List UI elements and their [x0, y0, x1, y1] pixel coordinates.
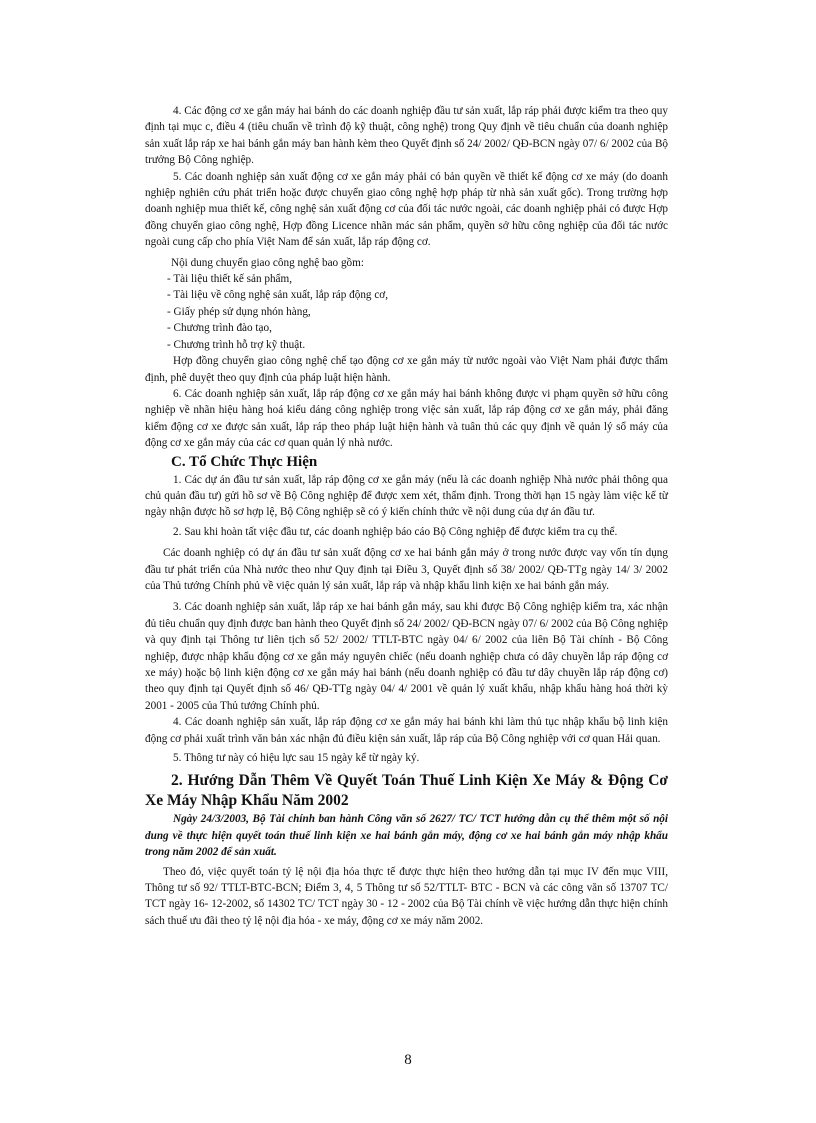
section-c-item-5: 5. Thông tư này có hiệu lực sau 15 ngày kể từ ngày ký.	[173, 752, 420, 765]
section-c-loan-paragraph: Các doanh nghiệp có dự án đầu tư sản xuất động cơ xe hai bánh gắn máy ở trong nước được vay vốn tín dụng đầu tư phát triển của Nhà nước theo như Quy định tại Điều 3, Quyết định số 38/ 2002/ QĐ-TTg ngày 14/ 3/ 2002 của Thủ tướng Chính phủ về việc quản lý sản xuất, lắp ráp và nhập khẩu linh kiện xe hai bánh gắn máy.	[145, 547, 668, 592]
section-c-heading: C. Tổ Chức Thực Hiện	[171, 453, 318, 470]
transfer-item: - Tài liệu thiết kế sản phẩm,	[167, 273, 292, 286]
transfer-intro: Nội dung chuyển giao công nghệ bao gồm:	[171, 256, 364, 269]
transfer-item: - Chương trình hỗ trợ kỹ thuật.	[167, 338, 306, 351]
section-c-item-3: 3. Các doanh nghiệp sản xuất, lắp ráp xe hai bánh gắn máy, sau khi được Bộ Công nghiệp kiểm tra, xác nhận đủ tiêu chuẩn quy định được ban hành theo Quyết định số 24/ 2002/ QĐ-BCN ngày 07/ 6/ 2002 của Bộ Công nghiệp và quy định tại Thông tư liên tịch số 52/ 2002/ TTLT-BTC ngày 04/ 6/ 2002 của liên Bộ Tài chính - Bộ Công nghiệp, được nhập khẩu động cơ xe gắn máy nguyên chiếc (nếu doanh nghiệp chưa có dây chuyền lắp ráp động cơ xe máy) hoặc bộ linh kiện động cơ xe gắn máy hai bánh (nếu doanh nghiệp có đầu tư dây chuyền lắp ráp động cơ) theo quy định tại Quyết định số 46/ QĐ-TTg ngày 04/ 4/ 2001 về quản lý xuất khẩu, nhập khẩu hàng hoá thời kỳ 2001 - 2005 của Thủ tướng Chính phủ.	[145, 601, 668, 712]
transfer-item: - Chương trình đào tạo,	[167, 322, 272, 335]
section-2-lead: Ngày 24/3/2003, Bộ Tài chính ban hành Công văn số 2627/ TC/ TCT hướng dẫn cụ thể thêm một số nội dung về thực hiện quyết toán thuế linh kiện xe hai bánh gắn máy, động cơ xe hai bánh gắn máy nhập khẩu trong năm 2002 để sản xuất.	[145, 813, 668, 859]
contract-paragraph: Hợp đồng chuyển giao công nghệ chế tạo động cơ xe gắn máy từ nước ngoài vào Việt Nam phải được thẩm định, phê duyệt theo quy định của pháp luật hiện hành.	[145, 355, 668, 384]
section-c-item-1: 1. Các dự án đầu tư sản xuất, lắp ráp động cơ xe gắn máy (nếu là các doanh nghiệp Nhà nước phải thông qua chủ quản đầu tư) gửi hồ sơ về Bộ Công nghiệp để được xem xét, thẩm định. Trong thời hạn 15 ngày làm việc kể từ ngày nhận được hồ sơ hợp lệ, Bộ Công nghiệp sẽ có ý kiến chính thức về nội dung của dự án đầu tư.	[145, 473, 668, 519]
section-2-body: Theo đó, việc quyết toán tỷ lệ nội địa hóa thực tế được thực hiện theo hướng dẫn tại mục IV đến mục VIII, Thông tư số 92/ TTLT-BTC-BCN; Điểm 3, 4, 5 Thông tư số 52/TTLT- BTC - BCN và các công văn số 13707 TC/ TCT ngày 16- 12-2002, số 14302 TC/ TCT ngày 30 - 12 - 2002 của Bộ Tài chính về việc hướng dẫn thực hiện chính sách thuế ưu đãi theo tỷ lệ nội địa hóa - xe máy, động cơ xe máy năm 2002.	[145, 865, 668, 927]
section-c-item-2: 2. Sau khi hoàn tất việc đầu tư, các doanh nghiệp báo cáo Bộ Công nghiệp để được kiểm tra cụ thể.	[173, 525, 618, 538]
paragraph-6: 6. Các doanh nghiệp sản xuất, lắp ráp động cơ xe gắn máy hai bánh không được vi phạm quyền sở hữu công nghiệp về nhãn hiệu hàng hoá kiểu dáng công nghiệp trong việc sản xuất, lắp ráp động cơ xe gắn máy, phải đăng kiểm động cơ xe được sản xuất, lắp ráp theo pháp luật hiện hành và tuân thủ các quy định về quản lý sổ máy của động cơ xe gắn máy của các cơ quan quản lý nhà nước.	[145, 387, 668, 450]
page-number: 8	[404, 1052, 412, 1068]
paragraph-5: 5. Các doanh nghiệp sản xuất động cơ xe gắn máy phải có bản quyền về thiết kế động cơ xe máy (do doanh nghiệp nghiên cứu phát triển hoặc được chuyển giao công nghệ hợp pháp từ nhà sản xuất gốc). Trong trường hợp doanh nghiệp mua thiết kế, công nghệ sản xuất động cơ của đối tác nước ngoài, các doanh nghiệp phải có được Hợp đồng chuyển giao công nghệ, Hợp đồng Licence nhãn mác sản phẩm, quyền sở hữu công nghiệp của đối tác nước ngoài cung cấp cho phía Việt Nam để sản xuất, lắp ráp động cơ.	[145, 170, 668, 249]
transfer-item: - Giấy phép sử dụng nhón hàng,	[167, 305, 311, 318]
section-c-item-4: 4. Các doanh nghiệp sản xuất, lắp ráp động cơ xe gắn máy hai bánh khi làm thủ tục nhập khẩu bộ linh kiện động cơ phải xuất trình văn bản xác nhận đủ điều kiện sản xuất, lắp ráp của Bộ Công nghiệp với cơ quan Hải quan.	[145, 716, 668, 745]
document-body	[145, 103, 668, 929]
paragraph-4: 4. Các động cơ xe gắn máy hai bánh do các doanh nghiệp đầu tư sản xuất, lắp ráp phải được kiểm tra theo quy định tại mục c, điều 4 (tiêu chuẩn về trình độ kỹ thuật, công nghệ) trong Quy định về tiêu chuẩn của doanh nghiệp sản xuất lắp ráp xe hai bánh gắn máy ban hành kèm theo Quyết định số 24/ 2002/ QĐ-BCN ngày 07/ 6/ 2002 của Bộ trưởng Bộ Công nghiệp.	[145, 105, 668, 167]
transfer-item: - Tài liệu về công nghệ sản xuất, lắp ráp động cơ,	[167, 289, 389, 302]
section-2-heading: 2. Hướng Dẫn Thêm Về Quyết Toán Thuế Linh Kiện Xe Máy & Động Cơ Xe Máy Nhập Khẩu Năm 2002	[145, 772, 668, 810]
